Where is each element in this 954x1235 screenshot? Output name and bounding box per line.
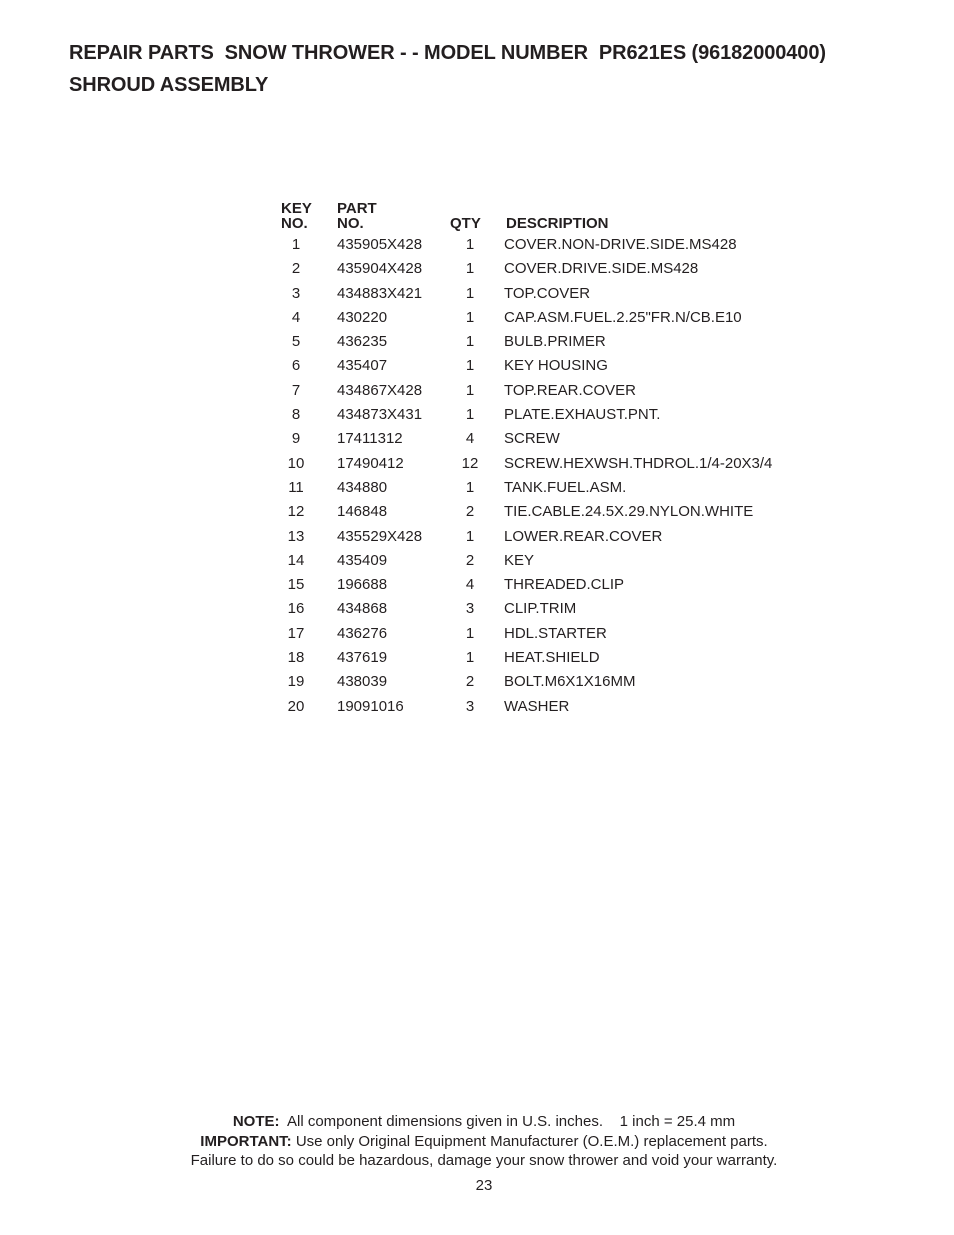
cell-description: BULB.PRIMER [504, 333, 606, 351]
cell-key-no: 18 [287, 649, 305, 667]
table-row [281, 308, 801, 332]
cell-qty: 1 [465, 624, 475, 642]
cell-qty: 3 [465, 600, 475, 618]
cell-key-no: 6 [291, 357, 301, 375]
cell-description: CLIP.TRIM [504, 600, 577, 618]
cell-qty: 3 [465, 697, 475, 715]
cell-qty: 1 [465, 284, 475, 302]
cell-description: TOP.REAR.COVER [504, 381, 636, 399]
cell-description: HEAT.SHIELD [504, 649, 600, 667]
header-key-no [281, 201, 312, 231]
cell-qty: 1 [465, 527, 475, 545]
cell-part-no: 438039 [337, 673, 388, 691]
cell-key-no: 16 [287, 600, 305, 618]
cell-part-no: 435407 [337, 357, 388, 375]
cell-description: CAP.ASM.FUEL.2.25"FR.N/CB.E10 [504, 308, 742, 326]
table-row [281, 284, 801, 308]
table-row [281, 405, 801, 429]
table-row [281, 697, 801, 721]
cell-qty: 1 [465, 308, 475, 326]
cell-key-no: 11 [288, 478, 304, 496]
cell-qty: 1 [465, 478, 475, 496]
cell-qty: 1 [465, 357, 475, 375]
cell-qty: 4 [465, 576, 475, 594]
header-qty: QTY [450, 215, 481, 232]
cell-qty: 1 [465, 236, 475, 253]
table-row [281, 356, 801, 380]
important-line [0, 1132, 954, 1152]
note-line [0, 1112, 954, 1132]
cell-description: TIE.CABLE.24.5X.29.NYLON.WHITE [504, 503, 754, 521]
page-title [69, 37, 826, 101]
table-row [281, 599, 801, 623]
cell-description: TOP.COVER [504, 284, 591, 302]
cell-key-no: 13 [287, 527, 305, 545]
cell-part-no: 196688 [337, 576, 388, 594]
table-row [281, 624, 801, 648]
cell-part-no: 437619 [337, 649, 388, 667]
cell-part-no: 17490412 [337, 454, 404, 472]
cell-qty: 12 [461, 454, 479, 472]
cell-part-no: 434868 [337, 600, 388, 618]
cell-part-no: 435905X428 [337, 236, 423, 253]
cell-qty: 1 [465, 381, 475, 399]
cell-key-no: 10 [287, 454, 305, 472]
table-row [281, 429, 801, 453]
cell-part-no: 436276 [337, 624, 388, 642]
header-key-top: KEY [281, 200, 312, 217]
cell-qty: 1 [465, 406, 475, 424]
table-row [281, 648, 801, 672]
cell-key-no: 17 [287, 624, 305, 642]
table-row [281, 381, 801, 405]
cell-key-no: 15 [287, 576, 305, 594]
cell-key-no: 20 [287, 697, 305, 715]
page-number: 23 [475, 1177, 493, 1194]
cell-key-no: 8 [291, 406, 301, 424]
cell-part-no: 434880 [337, 478, 388, 496]
cell-key-no: 9 [291, 430, 301, 448]
cell-description: PLATE.EXHAUST.PNT. [504, 406, 661, 424]
cell-part-no: 434873X431 [337, 406, 423, 424]
cell-description: COVER.NON-DRIVE.SIDE.MS428 [504, 236, 737, 253]
table-body [281, 235, 801, 721]
title-line-2: SHROUD ASSEMBLY [69, 74, 269, 96]
warning-line: Failure to do so could be hazardous, damage your snow thrower and void your warranty. [190, 1152, 778, 1169]
cell-part-no: 435529X428 [337, 527, 423, 545]
table-row [281, 527, 801, 551]
cell-description: THREADED.CLIP [504, 576, 625, 594]
cell-part-no: 435904X428 [337, 260, 423, 278]
cell-description: KEY HOUSING [504, 357, 608, 375]
cell-description: KEY [504, 551, 535, 569]
cell-qty: 1 [465, 260, 475, 278]
cell-part-no: 17411312 [337, 430, 403, 448]
cell-description: SCREW.HEXWSH.THDROL.1/4-20X3/4 [504, 454, 773, 472]
cell-key-no: 14 [287, 551, 305, 569]
table-row [281, 454, 801, 478]
header-part-bottom: NO. [337, 215, 364, 232]
cell-key-no: 1 [291, 236, 301, 253]
header-part-top: PART [337, 200, 377, 217]
cell-key-no: 7 [291, 381, 301, 399]
cell-description: COVER.DRIVE.SIDE.MS428 [504, 260, 699, 278]
table-row [281, 575, 801, 599]
cell-description: TANK.FUEL.ASM. [504, 478, 627, 496]
note-text: All component dimensions given in U.S. inches. 1 inch = 25.4 mm [279, 1113, 736, 1130]
header-key-bottom: NO. [281, 215, 308, 232]
cell-key-no: 3 [291, 284, 301, 302]
cell-part-no: 430220 [337, 308, 388, 326]
cell-part-no: 146848 [337, 503, 388, 521]
cell-qty: 2 [465, 503, 475, 521]
cell-description: HDL.STARTER [504, 624, 607, 642]
cell-description: BOLT.M6X1X16MM [504, 673, 636, 691]
cell-qty: 2 [465, 551, 475, 569]
cell-part-no: 19091016 [337, 697, 404, 715]
table-row [281, 502, 801, 526]
cell-key-no: 4 [291, 308, 301, 326]
table-row [281, 332, 801, 356]
title-line-1: REPAIR PARTS SNOW THROWER - - MODEL NUMBER PR621ES (96182000400) [69, 42, 826, 64]
cell-part-no: 434883X421 [337, 284, 423, 302]
cell-qty: 4 [465, 430, 475, 448]
table-row [281, 259, 801, 283]
cell-qty: 2 [465, 673, 475, 691]
important-label: IMPORTANT: [200, 1132, 292, 1150]
note-label: NOTE: [232, 1113, 280, 1130]
cell-description: LOWER.REAR.COVER [504, 527, 663, 545]
table-row [281, 672, 801, 696]
table-row [281, 478, 801, 502]
header-part-no [337, 201, 377, 231]
table-row [281, 235, 801, 259]
cell-key-no: 2 [291, 260, 301, 278]
cell-description: WASHER [504, 697, 570, 715]
table-row [281, 551, 801, 575]
cell-qty: 1 [465, 333, 475, 351]
cell-part-no: 434867X428 [337, 381, 423, 399]
header-description: DESCRIPTION [506, 215, 609, 232]
footer-notes [0, 1112, 954, 1171]
cell-key-no: 12 [287, 503, 305, 521]
cell-part-no: 436235 [337, 333, 388, 351]
cell-key-no: 5 [291, 333, 301, 351]
cell-part-no: 435409 [337, 551, 388, 569]
cell-key-no: 19 [287, 673, 305, 691]
cell-qty: 1 [465, 649, 475, 667]
important-text: Use only Original Equipment Manufacturer (O.E.M.) replacement parts. [291, 1132, 768, 1150]
cell-description: SCREW [504, 430, 560, 448]
